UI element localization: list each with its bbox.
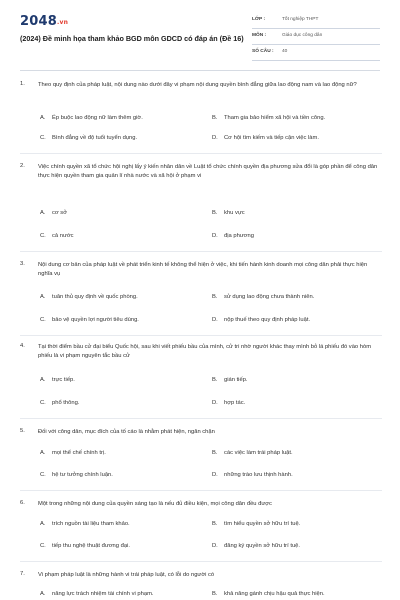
question-number: 3. (20, 261, 25, 267)
site-logo[interactable] (20, 14, 68, 29)
question-text: Một trong những nội dung của quyền sáng tạo là nếu đủ điều kiện, mọi công dân đều được (38, 501, 272, 507)
option-b[interactable]: B. gián tiếp. (212, 377, 248, 383)
question-divider (20, 418, 382, 419)
option-a[interactable]: A. cơ sở (40, 210, 68, 216)
meta-value: Tốt nghiệp THPT (282, 17, 319, 22)
option-d[interactable]: D. Cơ hội tìm kiếm và tiếp cận việc làm. (212, 135, 319, 141)
option-a[interactable]: A. trực tiếp. (40, 377, 75, 383)
option-c[interactable]: C. Bình đẳng về độ tuổi tuyển dụng. (40, 135, 138, 141)
question-number: 5. (20, 428, 25, 434)
question-divider (20, 561, 382, 562)
option-b[interactable]: B. khả năng gánh chịu hậu quả thực hiện. (212, 591, 325, 597)
question-divider (20, 335, 382, 336)
option-a[interactable]: A. mọi thể chế chính trị. (40, 450, 106, 456)
option-c[interactable]: C. hệ tư tưởng chính luận. (40, 472, 113, 478)
meta-row-count (252, 45, 380, 61)
meta-value: 40 (282, 49, 288, 54)
option-b[interactable]: B. Tham gia bảo hiểm xã hội và tiền công. (212, 115, 326, 121)
question-number: 2. (20, 163, 25, 169)
question-number: 6. (20, 500, 25, 506)
question-text: Nội dung cơ bản của pháp luật về phát triển kinh tế không thể hiện ở việc, khi tiến hành kinh doanh mọi công dân phải thực hiện nghĩa vụ (38, 262, 368, 278)
question-text: Theo quy định của pháp luật, nội dung nào dưới đây vi phạm nội dung quyền bình đẳng giữa lao động nam và lao động nữ? (38, 82, 357, 88)
option-d[interactable]: D. hợp tác. (212, 400, 246, 406)
question-text: Tại thời điểm bầu cử đại biểu Quốc hội, sau khi viết phiếu bầu của mình, cử tri nhờ người khác thay mình bỏ lá phiếu đó vào hòm phiếu là vi phạm nguyên tắc bầu cử (38, 344, 372, 360)
meta-key: SỐ CÂU : (252, 49, 274, 54)
meta-key: LỚP : (252, 17, 266, 22)
logo-suffix: .vn (56, 19, 69, 26)
question-divider (20, 251, 382, 252)
option-b[interactable]: B. tìm hiểu quyền sở hữu trí tuệ. (212, 521, 301, 527)
question-text: Vi phạm pháp luật là những hành vi trái pháp luật, có lỗi do người có (38, 572, 215, 578)
header-divider (20, 70, 380, 71)
option-d[interactable]: D. nộp thuế theo quy định pháp luật. (212, 317, 311, 323)
meta-value: Giáo dục công dân (282, 33, 323, 38)
option-d[interactable]: D. địa phương (212, 233, 254, 239)
option-d[interactable]: D. những trào lưu thịnh hành. (212, 472, 293, 478)
question-number: 7. (20, 571, 25, 577)
option-b[interactable]: B. sử dụng lao động chưa thành niên. (212, 294, 315, 300)
option-a[interactable]: A. năng lực trách nhiệm tài chính vi phạm. (40, 591, 154, 597)
option-c[interactable]: C. cả nước (40, 233, 74, 239)
option-c[interactable]: C. tiếp thu nghệ thuật đương đại. (40, 543, 130, 549)
logo-text: 2048 (20, 14, 57, 29)
meta-key: MÔN : (252, 33, 267, 38)
document-meta (252, 13, 380, 61)
option-c[interactable]: C. phổ thông. (40, 400, 80, 406)
option-a[interactable]: A. tuân thủ quy định về quốc phòng. (40, 294, 138, 300)
option-c[interactable]: C. bảo vệ quyền lợi người tiêu dùng. (40, 317, 139, 323)
question-text: Đối với công dân, mục đích của tố cáo là nhằm phát hiện, ngăn chặn (38, 429, 215, 435)
page-header (0, 0, 400, 62)
option-a[interactable]: A. Ép buộc lao động nữ làm thêm giờ. (40, 115, 143, 121)
option-d[interactable]: D. đăng ký quyền sở hữu trí tuệ. (212, 543, 300, 549)
meta-row-subject (252, 29, 380, 45)
option-b[interactable]: B. các việc làm trái pháp luật. (212, 450, 293, 456)
question-number: 4. (20, 343, 25, 349)
option-b[interactable]: B. khu vực (212, 210, 245, 216)
question-divider (20, 153, 382, 154)
question-text: Việc chính quyền xã tổ chức hội nghị lấy ý kiến nhân dân về Luật tổ chức chính quyền địa phương sửa đổi là góp phần để công dân thực hiện quyền tham gia quản lí nhà nước và xã hội ở phạm vi (38, 164, 378, 180)
meta-row-class (252, 13, 380, 29)
option-a[interactable]: A. trích nguồn tài liệu tham khảo. (40, 521, 130, 527)
question-divider (20, 490, 382, 491)
question-number: 1. (20, 81, 25, 87)
document-title: (2024) Đề minh họa tham khảo BGD môn GDCD có đáp án (Đề 16) (20, 34, 244, 43)
